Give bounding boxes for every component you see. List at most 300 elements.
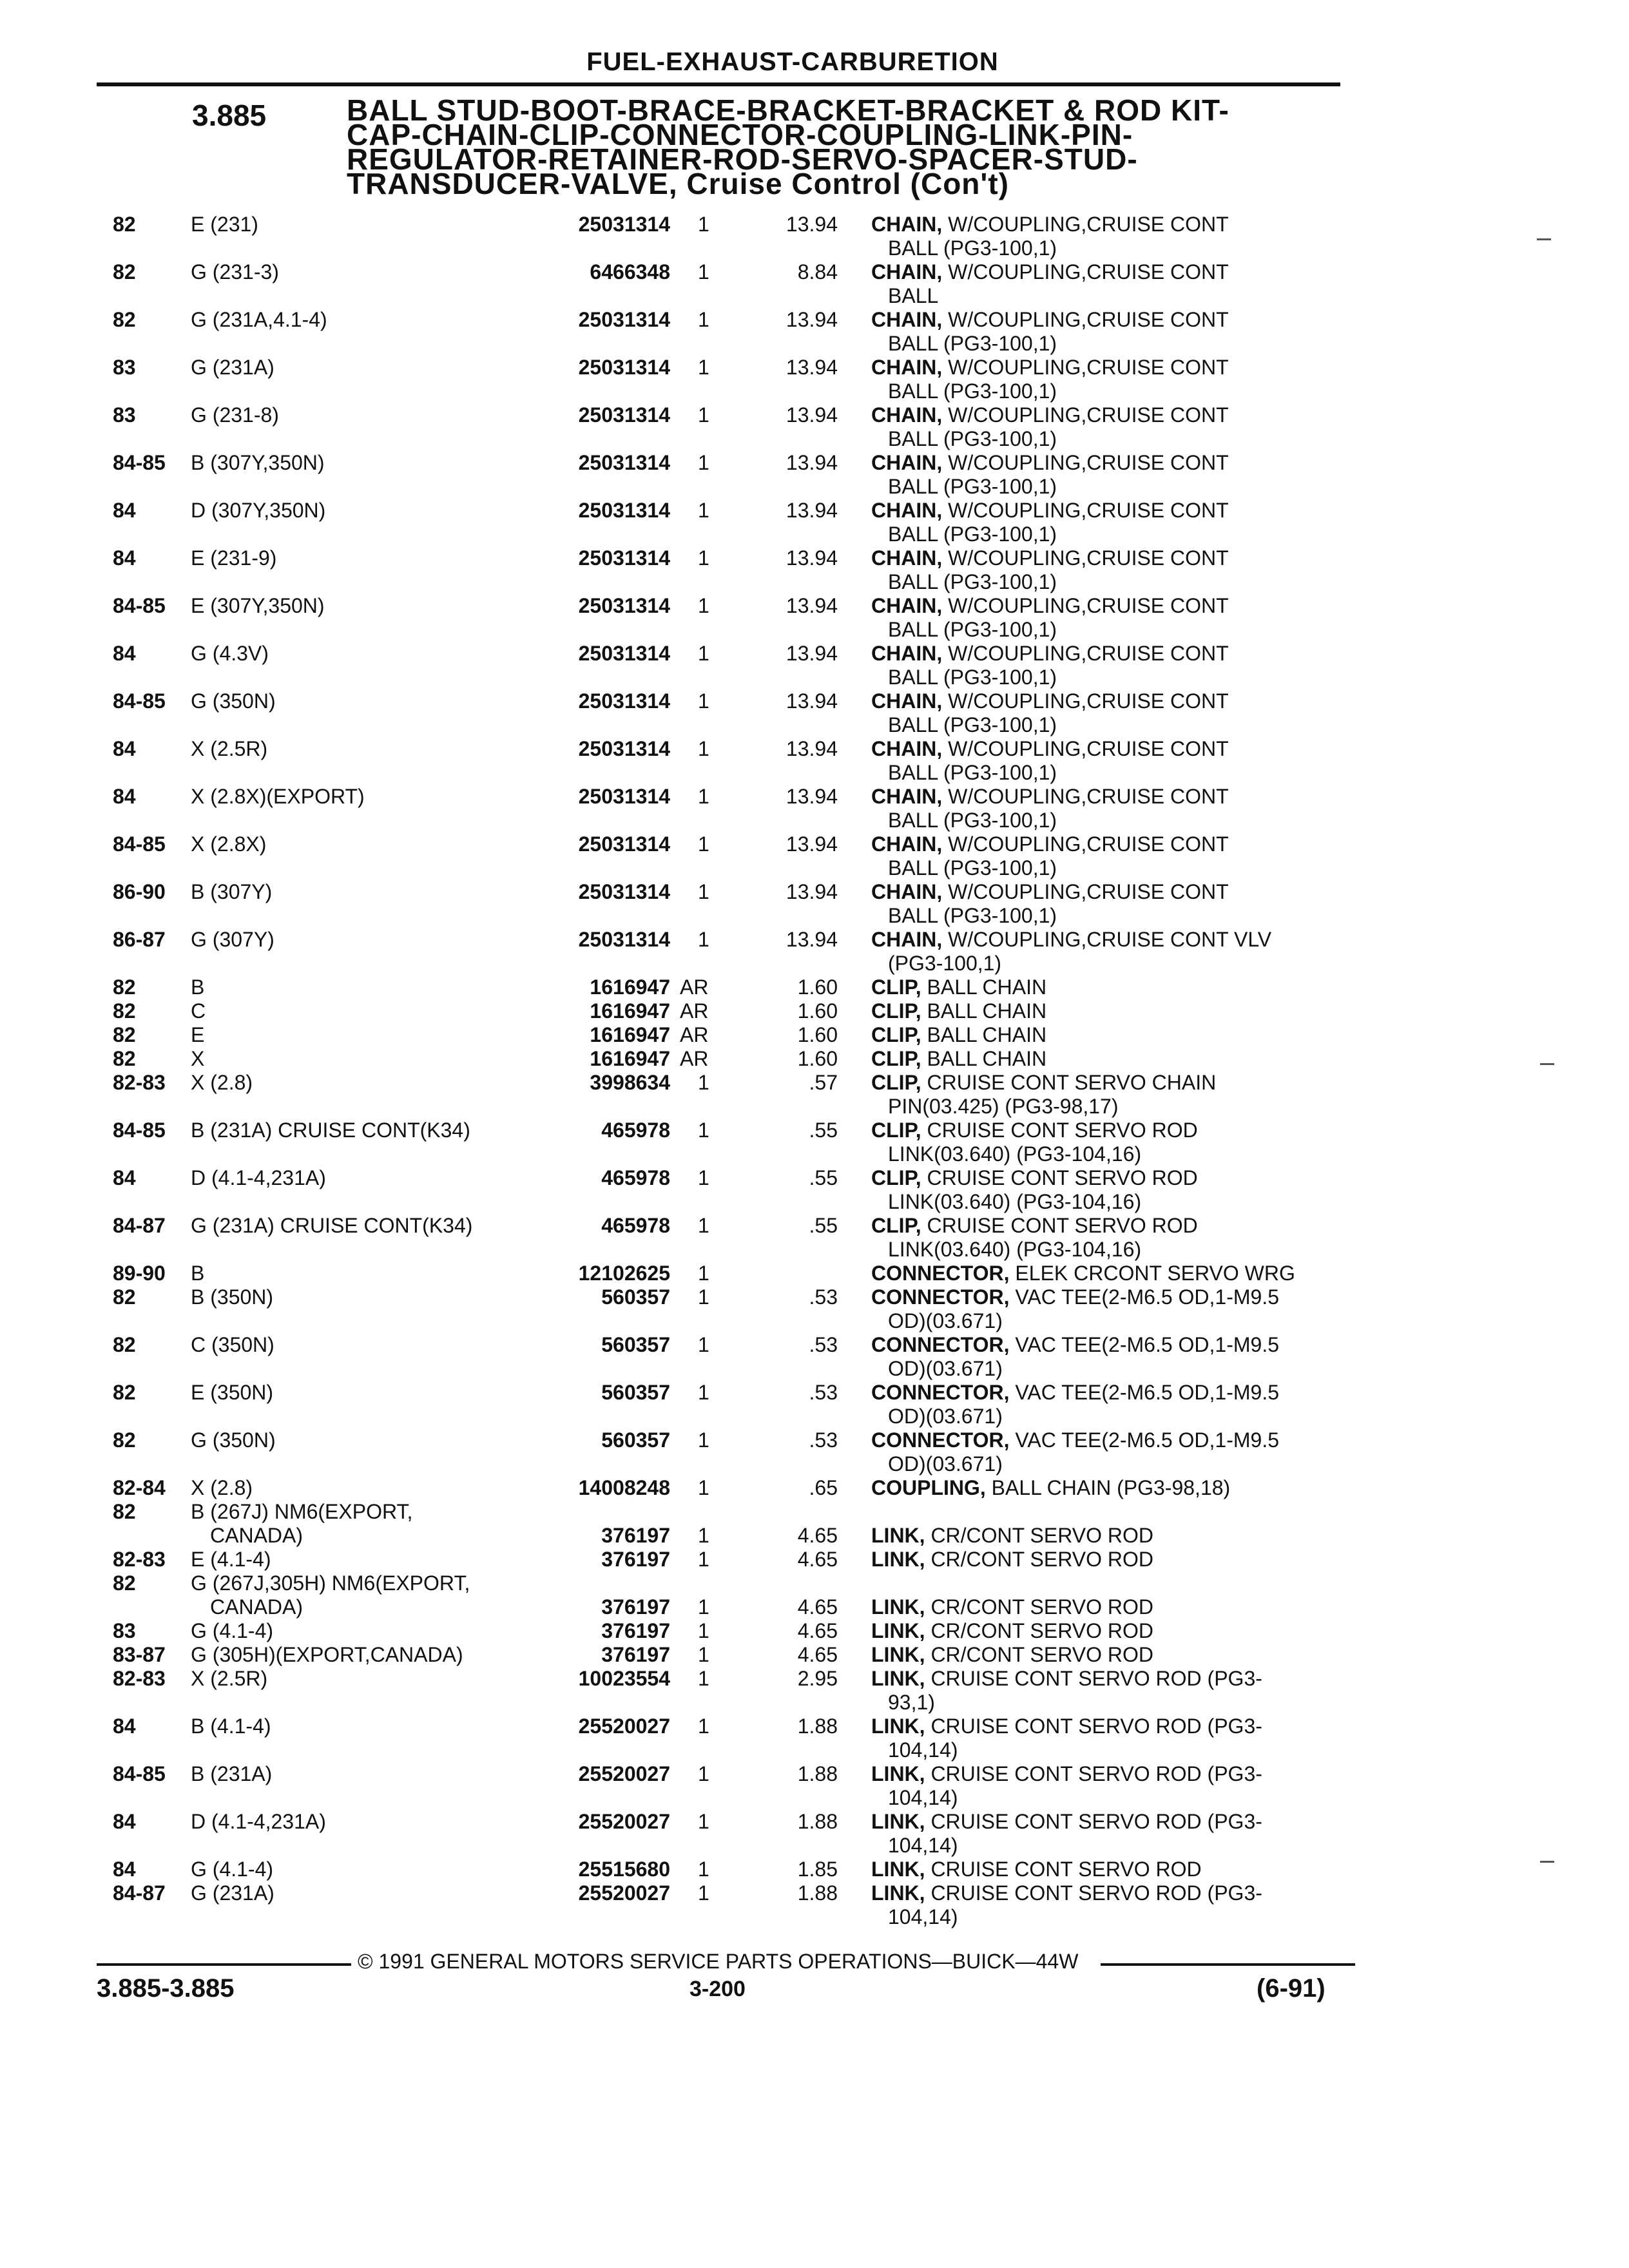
part-name: CHAIN, [871,737,943,760]
series-code: X (2.8X) [191,832,267,856]
price: 13.94 [786,308,838,331]
part-description [871,1476,1230,1499]
part-row-continuation [0,809,1629,832]
price: 1.60 [797,1047,838,1070]
part-name: CLIP, [871,1071,921,1094]
footer-page-number: 3-200 [689,1977,746,2001]
quantity: 1 [698,1715,709,1738]
price: .53 [809,1381,838,1404]
model-year: 86-90 [113,880,166,903]
section-title-line: BALL STUD-BOOT-BRACE-BRACKET-BRACKET & ROD KIT- [347,93,1229,127]
part-row [0,1071,1629,1094]
part-detail: VAC TEE(2-M6.5 OD,1-M9.5 [1009,1285,1280,1309]
series-code: X (2.5R) [191,737,268,760]
part-number: 465978 [601,1214,670,1237]
part-description [871,308,1229,331]
part-detail: W/COUPLING,CRUISE CONT [942,594,1229,617]
part-detail: BALL CHAIN [921,975,1047,999]
quantity: 1 [698,785,709,808]
part-name: LINK, [871,1715,925,1738]
part-detail: W/COUPLING,CRUISE CONT VLV [942,928,1272,951]
price: .53 [809,1428,838,1452]
part-number: 25031314 [578,403,670,427]
part-description [871,1047,1046,1070]
part-row-continuation [0,666,1629,689]
part-detail: CRUISE CONT SERVO ROD [921,1119,1198,1142]
part-number: 25515680 [578,1858,670,1881]
price: 1.60 [797,975,838,999]
quantity: 1 [698,308,709,331]
model-year: 82 [113,213,136,236]
quantity: 1 [698,1166,709,1189]
part-detail: CR/CONT SERVO ROD [925,1548,1153,1571]
quantity: 1 [698,546,709,570]
part-row-continuation [0,380,1629,403]
part-detail: W/COUPLING,CRUISE CONT [942,213,1229,236]
part-number: 25031314 [578,546,670,570]
part-description-continued: 93,1) [888,1691,935,1714]
part-row [0,451,1629,474]
series-code: X (2.5R) [191,1667,268,1690]
part-name: LINK, [871,1858,925,1881]
price: 2.95 [797,1667,838,1690]
part-name: CHAIN, [871,642,943,665]
part-row-continuation [0,856,1629,879]
part-description-continued: BALL (PG3-100,1) [888,332,1057,355]
part-row [0,1119,1629,1142]
part-name: CHAIN, [871,785,943,808]
part-row [0,1428,1629,1452]
part-description [871,928,1271,951]
series-code: X (2.8X)(EXPORT) [191,785,365,808]
part-detail: CRUISE CONT SERVO ROD (PG3- [925,1881,1262,1905]
model-year: 84-85 [113,451,166,474]
model-year: 82-83 [113,1667,166,1690]
series-code: G (267J,305H) NM6(EXPORT, [191,1571,470,1595]
part-description [871,999,1046,1023]
part-name: CHAIN, [871,213,943,236]
part-description [871,1715,1262,1738]
part-description [871,1643,1153,1666]
model-year: 82 [113,1428,136,1452]
part-name: LINK, [871,1762,925,1785]
part-name: CLIP, [871,1214,921,1237]
part-name: CHAIN, [871,832,943,856]
quantity: 1 [698,1524,709,1547]
quantity: 1 [698,594,709,617]
part-description [871,1333,1279,1356]
part-description [871,356,1229,379]
part-description [871,403,1229,427]
quantity: 1 [698,1595,709,1619]
model-year: 82 [113,999,136,1023]
part-description [871,1119,1198,1142]
part-row [0,1285,1629,1309]
model-year: 84-87 [113,1214,166,1237]
price: .55 [809,1166,838,1189]
part-description [871,499,1229,522]
part-row-continuation [0,1905,1629,1928]
part-detail: CRUISE CONT SERVO ROD (PG3- [925,1762,1262,1785]
part-row [0,1643,1629,1666]
part-name: LINK, [871,1643,925,1666]
part-detail: ELEK CRCONT SERVO WRG [1009,1262,1295,1285]
quantity: 1 [698,642,709,665]
part-description [871,546,1229,570]
model-year: 82-83 [113,1071,166,1094]
model-year: 82-84 [113,1476,166,1499]
part-name: CONNECTOR, [871,1381,1010,1404]
part-detail: W/COUPLING,CRUISE CONT [942,880,1229,903]
part-row-continuation [0,1405,1629,1428]
price: 13.94 [786,213,838,236]
part-number: 3998634 [590,1071,670,1094]
part-description [871,1762,1262,1785]
price: 13.94 [786,785,838,808]
part-name: CONNECTOR, [871,1333,1010,1356]
part-row [0,1881,1629,1905]
part-number: 376197 [601,1643,670,1666]
quantity: 1 [698,1667,709,1690]
quantity: 1 [698,1881,709,1905]
series-code: E [191,1023,205,1046]
part-name: LINK, [871,1619,925,1642]
part-number: 14008248 [578,1476,670,1499]
part-description [871,880,1229,903]
model-year: 86-87 [113,928,166,951]
part-row [0,1810,1629,1833]
part-description [871,737,1229,760]
part-name: CHAIN, [871,594,943,617]
part-row-continuation [0,570,1629,593]
footer-section-range: 3.885-3.885 [97,1974,235,2003]
part-description-continued: BALL (PG3-100,1) [888,856,1057,879]
margin-mark [1540,1063,1554,1065]
part-detail: CRUISE CONT SERVO CHAIN [921,1071,1217,1094]
price: .53 [809,1285,838,1309]
part-description-continued: OD)(03.671) [888,1357,1003,1380]
part-row [0,928,1629,951]
part-description-continued: BALL (PG3-100,1) [888,666,1057,689]
model-year: 84-85 [113,1119,166,1142]
series-code: G (231A,4.1-4) [191,308,327,331]
series-code: B (307Y,350N) [191,451,325,474]
price: 1.88 [797,1810,838,1833]
price: 1.88 [797,1881,838,1905]
model-year: 89-90 [113,1262,166,1285]
part-row-continuation [0,1190,1629,1213]
quantity: 1 [698,1214,709,1237]
price: 8.84 [797,260,838,284]
part-row-continuation [0,761,1629,784]
part-detail: CR/CONT SERVO ROD [925,1619,1153,1642]
series-code: B (4.1-4) [191,1715,271,1738]
part-number: 25031314 [578,737,670,760]
price: 1.60 [797,1023,838,1046]
part-detail: W/COUPLING,CRUISE CONT [942,642,1229,665]
model-year: 82-83 [113,1548,166,1571]
part-name: CHAIN, [871,356,943,379]
part-number: 1616947 [590,1047,670,1070]
part-row [0,1715,1629,1738]
quantity: 1 [698,356,709,379]
part-name: CHAIN, [871,546,943,570]
part-row [0,880,1629,903]
part-description [871,1595,1153,1619]
part-description-continued: LINK(03.640) (PG3-104,16) [888,1142,1142,1166]
model-year: 84 [113,499,136,522]
quantity: 1 [698,832,709,856]
quantity: AR [680,999,709,1023]
part-name: CHAIN, [871,880,943,903]
part-name: LINK, [871,1881,925,1905]
part-detail: CRUISE CONT SERVO ROD (PG3- [925,1810,1262,1833]
part-description-continued: BALL (PG3-100,1) [888,713,1057,736]
model-year: 84 [113,1810,136,1833]
quantity: 1 [698,1428,709,1452]
price: 13.94 [786,689,838,713]
part-detail: CR/CONT SERVO ROD [925,1595,1153,1619]
part-row-continuation [0,1834,1629,1857]
price: 13.94 [786,737,838,760]
part-name: CLIP, [871,975,921,999]
part-detail: BALL CHAIN [921,1047,1047,1070]
model-year: 84 [113,642,136,665]
part-row-continuation [0,1691,1629,1714]
part-row-continuation [0,1095,1629,1118]
model-year: 82 [113,1285,136,1309]
part-description-continued: BALL (PG3-100,1) [888,618,1057,641]
part-row [0,1381,1629,1404]
part-description [871,594,1229,617]
price: .65 [809,1476,838,1499]
quantity: 1 [698,737,709,760]
part-description [871,1619,1153,1642]
quantity: 1 [698,1381,709,1404]
part-name: CHAIN, [871,689,943,713]
part-description-continued: (PG3-100,1) [888,952,1002,975]
model-year: 84 [113,1715,136,1738]
part-row [0,785,1629,808]
part-detail: VAC TEE(2-M6.5 OD,1-M9.5 [1009,1428,1280,1452]
part-number: 25031314 [578,928,670,951]
part-detail: W/COUPLING,CRUISE CONT [942,260,1229,284]
part-description [871,451,1229,474]
series-code: B [191,975,205,999]
part-name: CONNECTOR, [871,1262,1010,1285]
series-code: G (350N) [191,689,276,713]
footer-rule [1101,1963,1355,1966]
part-name: LINK, [871,1667,925,1690]
part-description-continued: 104,14) [888,1738,958,1762]
series-code: X [191,1047,205,1070]
price: .53 [809,1333,838,1356]
part-row-continuation [0,952,1629,975]
part-description-continued: BALL [888,284,939,307]
part-name: CHAIN, [871,308,943,331]
part-number: 376197 [601,1524,670,1547]
part-row-continuation [0,1786,1629,1809]
price: 4.65 [797,1595,838,1619]
part-number: 25031314 [578,832,670,856]
part-description-continued: BALL (PG3-100,1) [888,570,1057,593]
quantity: 1 [698,1476,709,1499]
part-name: CONNECTOR, [871,1285,1010,1309]
margin-mark [1537,238,1551,240]
part-number: 25031314 [578,642,670,665]
part-description-continued: BALL (PG3-100,1) [888,475,1057,498]
part-name: COUPLING, [871,1476,986,1499]
quantity: 1 [698,1119,709,1142]
model-year: 83 [113,403,136,427]
part-detail: CRUISE CONT SERVO ROD [921,1166,1198,1189]
part-row-continuation [0,236,1629,260]
quantity: AR [680,1023,709,1046]
part-number: 560357 [601,1428,670,1452]
price: 1.88 [797,1715,838,1738]
part-row [0,594,1629,617]
part-detail: W/COUPLING,CRUISE CONT [942,546,1229,570]
part-name: CLIP, [871,999,921,1023]
part-row-continuation [0,1238,1629,1261]
part-description-continued: LINK(03.640) (PG3-104,16) [888,1190,1142,1213]
part-row-continuation [0,1738,1629,1762]
series-code: B (307Y) [191,880,273,903]
part-number: 376197 [601,1619,670,1642]
quantity: 1 [698,499,709,522]
model-year: 84-85 [113,594,166,617]
part-number: 25520027 [578,1881,670,1905]
price: 4.65 [797,1619,838,1642]
part-name: CHAIN, [871,928,943,951]
part-description-continued: BALL (PG3-100,1) [888,904,1057,927]
part-row [0,1262,1629,1285]
part-row-continuation [0,1357,1629,1380]
part-number: 25031314 [578,308,670,331]
part-description [871,1810,1262,1833]
model-year: 82 [113,975,136,999]
series-code: G (307Y) [191,928,275,951]
model-year: 84 [113,1166,136,1189]
part-row-continuation [0,284,1629,307]
price: 1.60 [797,999,838,1023]
series-code: B [191,1262,205,1285]
section-title-line: TRANSDUCER-VALVE, Cruise Control (Con't) [347,167,1009,200]
part-detail: CR/CONT SERVO ROD [925,1643,1153,1666]
section-number: 3.885 [192,99,267,132]
part-number: 25031314 [578,213,670,236]
part-detail: BALL CHAIN (PG3-98,18) [985,1476,1231,1499]
price: 13.94 [786,356,838,379]
quantity: 1 [698,880,709,903]
part-detail: CRUISE CONT SERVO ROD (PG3- [925,1715,1262,1738]
part-description [871,1285,1279,1309]
part-number: 6466348 [590,260,670,284]
part-row [0,308,1629,331]
model-year: 84 [113,546,136,570]
part-number: 25520027 [578,1810,670,1833]
part-description-continued: OD)(03.671) [888,1309,1003,1332]
part-detail: W/COUPLING,CRUISE CONT [942,451,1229,474]
part-number: 25031314 [578,785,670,808]
part-detail: W/COUPLING,CRUISE CONT [942,356,1229,379]
series-code: G (4.1-4) [191,1858,274,1881]
part-description-continued: OD)(03.671) [888,1405,1003,1428]
series-code: X (2.8) [191,1476,253,1499]
series-code: B (231A) CRUISE CONT(K34) [191,1119,470,1142]
price: 13.94 [786,403,838,427]
part-description [871,785,1229,808]
part-name: CHAIN, [871,499,943,522]
model-year: 82 [113,308,136,331]
part-description-continued: BALL (PG3-100,1) [888,380,1057,403]
part-row [0,1548,1629,1571]
part-description [871,1881,1262,1905]
quantity: AR [680,1047,709,1070]
part-number: 1616947 [590,999,670,1023]
part-row [0,975,1629,999]
part-row [0,832,1629,856]
price: .55 [809,1214,838,1237]
model-year: 84-87 [113,1881,166,1905]
model-year: 82 [113,1047,136,1070]
part-description [871,260,1229,284]
footer-date: (6-91) [1257,1974,1325,2003]
part-number: 25031314 [578,689,670,713]
quantity: AR [680,975,709,999]
part-number: 25031314 [578,356,670,379]
model-year: 84 [113,737,136,760]
quantity: 1 [698,689,709,713]
part-number: 465978 [601,1119,670,1142]
part-description-continued: BALL (PG3-100,1) [888,809,1057,832]
part-name: CLIP, [871,1119,921,1142]
part-number: 10023554 [578,1667,670,1690]
part-name: CHAIN, [871,260,943,284]
price: 1.85 [797,1858,838,1881]
part-row-continuation [0,475,1629,498]
part-number: 1616947 [590,975,670,999]
part-detail: CR/CONT SERVO ROD [925,1524,1153,1547]
part-detail: W/COUPLING,CRUISE CONT [942,832,1229,856]
part-number: 560357 [601,1285,670,1309]
footer-rule [97,1963,351,1966]
part-description-continued: LINK(03.640) (PG3-104,16) [888,1238,1142,1261]
price: .55 [809,1119,838,1142]
series-code: B (350N) [191,1285,274,1309]
part-number: 25031314 [578,499,670,522]
part-number: 376197 [601,1548,670,1571]
series-code: E (4.1-4) [191,1548,271,1571]
part-row [0,1166,1629,1189]
part-row [0,1667,1629,1690]
price: 13.94 [786,546,838,570]
part-detail: VAC TEE(2-M6.5 OD,1-M9.5 [1009,1333,1280,1356]
part-row-continuation [0,904,1629,927]
model-year: 82 [113,1381,136,1404]
part-row [0,1571,1629,1595]
part-description-continued: PIN(03.425) (PG3-98,17) [888,1095,1119,1118]
part-description-continued: 104,14) [888,1905,958,1928]
part-row [0,499,1629,522]
page-header: FUEL-EXHAUST-CARBURETION [586,48,999,76]
part-row-continuation [0,618,1629,641]
part-description [871,1524,1153,1547]
price: 13.94 [786,594,838,617]
part-row-continuation [0,713,1629,736]
series-code: G (231A) [191,356,275,379]
quantity: 1 [698,1762,709,1785]
